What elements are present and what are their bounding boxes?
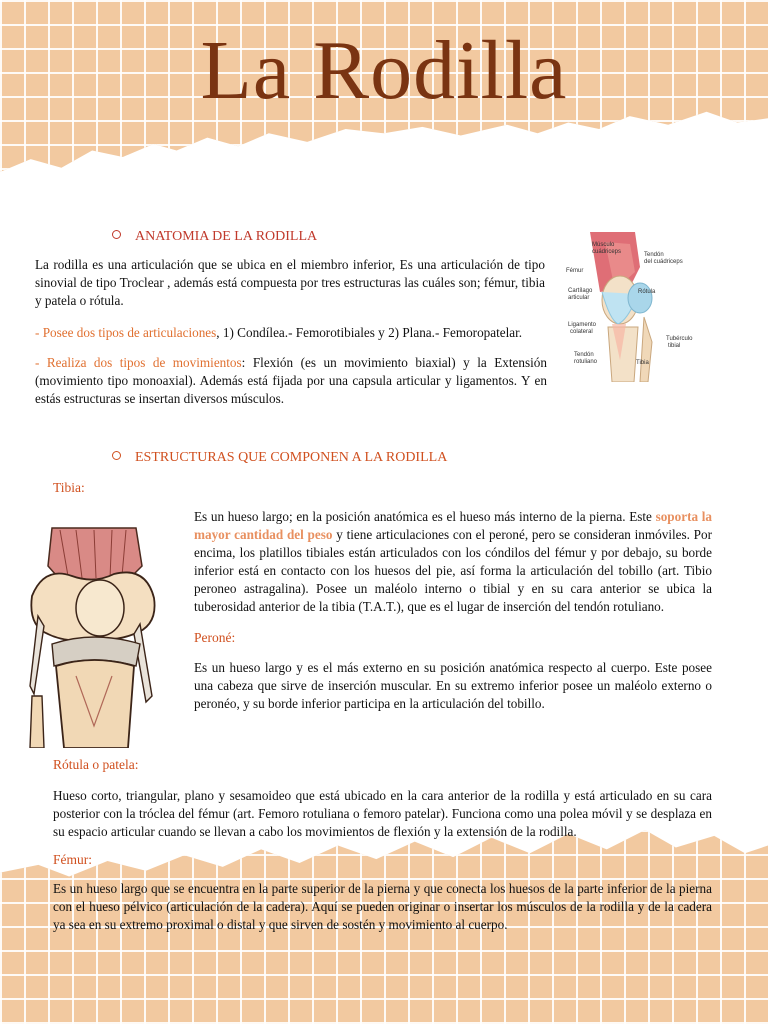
circle-bullet-icon bbox=[112, 230, 121, 239]
torn-paper-edge bbox=[0, 160, 768, 215]
anatomy-paragraph-1: La rodilla es una articulación que se ubica en el miembro inferior, Es una articulación de tipo sinovial de tipo Troclear , además está compuesta por tres estructuras las cuáles son; fémur, tibia y patela o rótula. bbox=[35, 257, 545, 308]
label-tibia: Tibia bbox=[636, 360, 649, 366]
label-cuadriceps: cuádriceps bbox=[592, 249, 622, 255]
label-tendon-cuadriceps: Tendón bbox=[644, 252, 664, 258]
anatomy-paragraph-3: - Realiza dos tipos de movimientos: Flexión (es un movimiento biaxial) y la Extensión (movimiento tipo monoaxial). Además está fijada por una capsula articular y ligamentos. Y en estás estructuras se insertan diversos músculos. bbox=[35, 355, 547, 406]
label-tendon-cuadriceps-2: del cuádriceps bbox=[644, 259, 683, 265]
perone-title: Peroné: bbox=[194, 630, 236, 645]
label-tuberculo: Tubérculo bbox=[666, 336, 693, 342]
femur-paragraph: Es un hueso largo que se encuentra en la parte superior de la pierna y que conecta los huesos de la parte inferior de la pierna con el hueso pélvico (articulación de la cadera). Aquí se pueden originar o insertar los músculos de la rodilla y de la cadera ya sea en su extremo proximal o distal y que sirven de sostén y movimiento al cuerpo. bbox=[53, 881, 712, 932]
label-ligamento-2: colateral bbox=[570, 329, 593, 335]
rotula-title: Rótula o patela: bbox=[53, 757, 139, 772]
circle-bullet-icon bbox=[112, 451, 121, 460]
label-cartilago: Cartílago bbox=[568, 288, 593, 294]
label-tendon-rotuliano-2: rotuliano bbox=[574, 359, 598, 365]
anatomy-paragraph-2: - Posee dos tipos de articulaciones, 1) Condílea.- Femorotibiales y 2) Plana.- Femoropatelar. bbox=[35, 325, 523, 340]
label-ligamento: Ligamento bbox=[568, 322, 597, 328]
structures-heading: ESTRUCTURAS QUE COMPONEN A LA RODILLA bbox=[112, 450, 447, 466]
label-rotula: Rótula bbox=[638, 289, 656, 295]
label-femur: Fémur bbox=[566, 268, 584, 274]
anatomy-heading: ANATOMIA DE LA RODILLA bbox=[112, 229, 317, 245]
label-musculo: Músculo bbox=[592, 242, 615, 248]
label-tuberculo-2: tibial bbox=[668, 343, 681, 349]
knee-anatomy-diagram bbox=[560, 232, 710, 382]
perone-paragraph: Es un hueso largo y es el más externo en su posición anatómica respecto al cuerpo. Este posee una cabeza que sirve de inserción muscular. En su extremo inferior posee un maléolo externo o peronéo, y su borde inferior participa en la articulación del tobillo. bbox=[194, 660, 712, 711]
rotula-paragraph: Hueso corto, triangular, plano y sesamoideo que está ubicado en la cara anterior de la rodilla y está articulado en su cara posterior con la tróclea del fémur (art. Femoro rotuliana o femoro patelar). Funciona como una polea móvil y se desplaza en su espacio articular cuando se llevan a cabo los movimientos de flexión y la extensión de la rodilla. bbox=[53, 788, 712, 839]
tibia-title: Tibia: bbox=[53, 480, 85, 495]
femur-title: Fémur: bbox=[53, 852, 92, 867]
label-tendon-rotuliano: Tendón bbox=[574, 352, 594, 358]
tibia-paragraph-line-1: Es un hueso largo; en la posición anatómica es el hueso más interno de la pierna. Este soporta la mayor cantidad del peso y tiene articulaciones con el peroné, pero se consideran inmóviles. Por encima, los platillos tibiales están articulados con los cóndilos del fémur y por debajo, su borde inferior está en contacto con los huesos del pie, así forma la articulación del tobillo (art. Tibio peroneo astragalina). Posee un maléolo interno o tibial y en su cara anterior se ubica la tuberosidad anterior de la tibia (T.A.T.), que es el lugar de inserción del tendón rotuliano. bbox=[53, 508, 712, 636]
label-cartilago-2: articular bbox=[568, 295, 590, 301]
page-title: La Rodilla bbox=[200, 24, 568, 117]
knee-bones-illustration bbox=[24, 526, 162, 748]
